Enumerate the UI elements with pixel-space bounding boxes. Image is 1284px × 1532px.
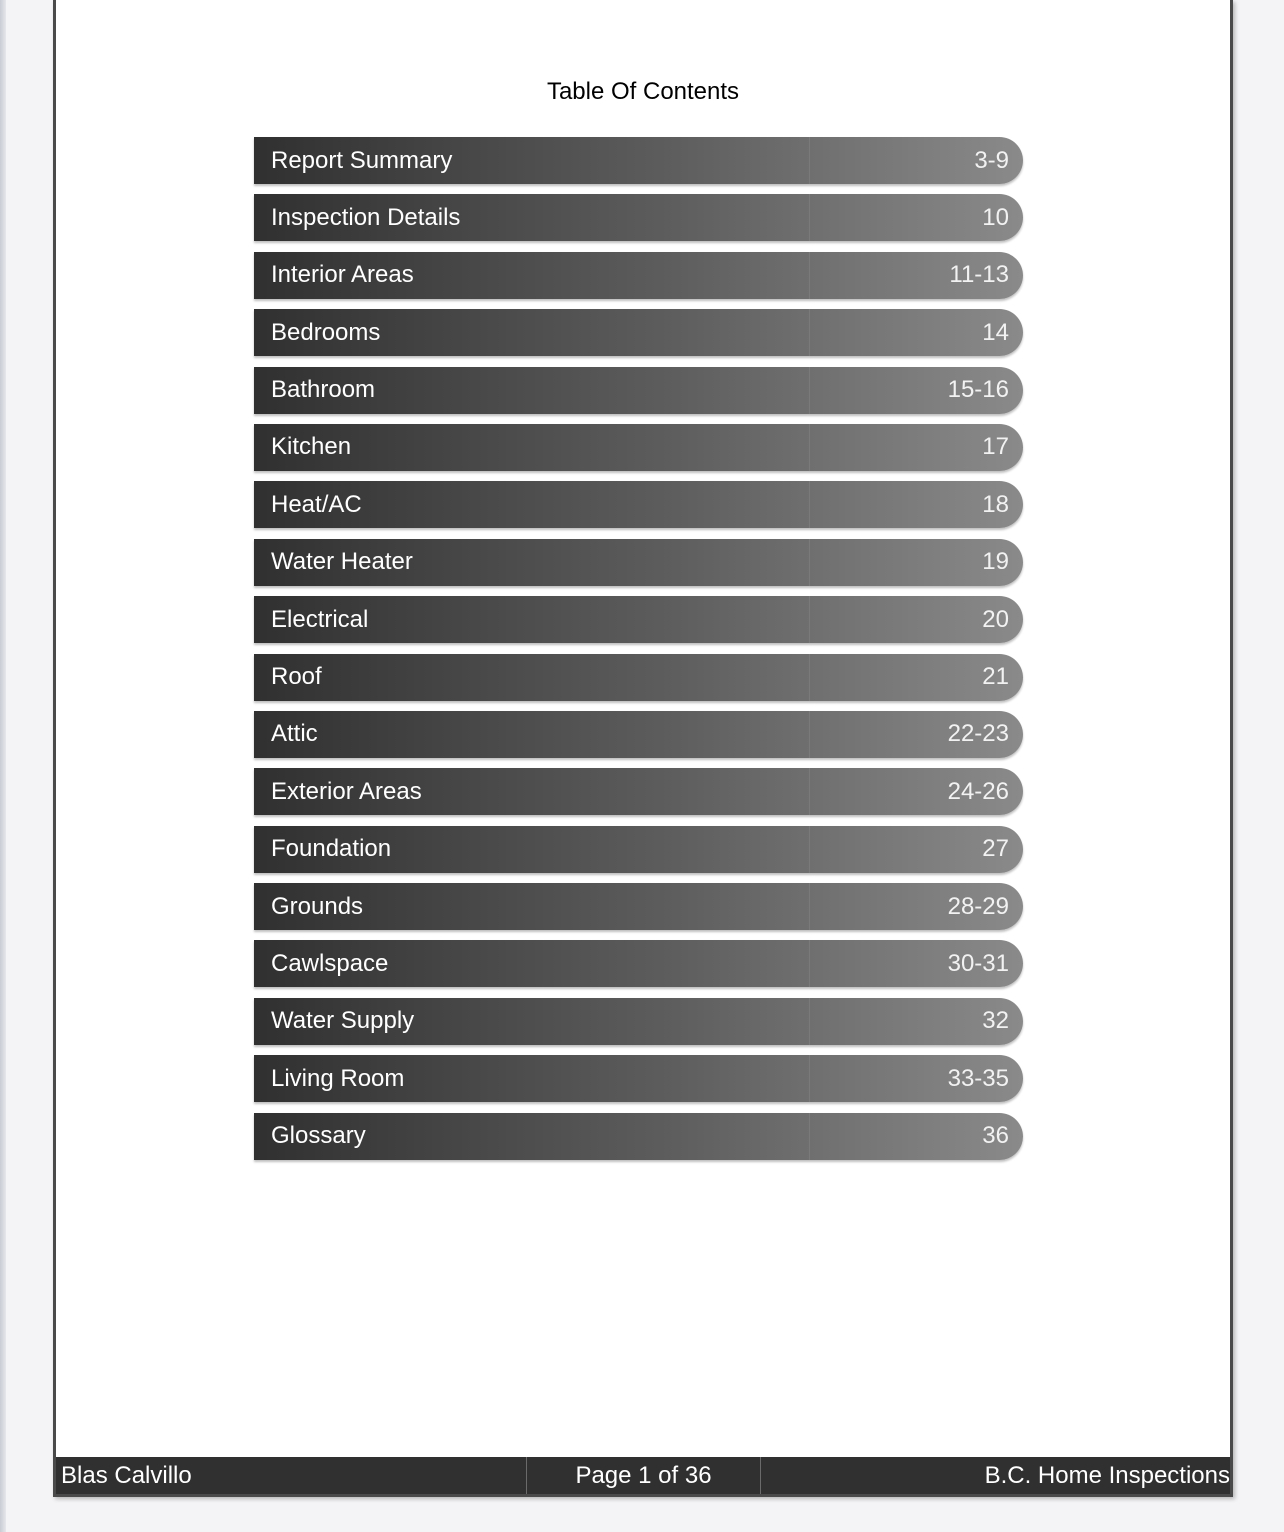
toc-entry-pages: 32 <box>982 1007 1009 1035</box>
toc-entry-label: Attic <box>271 720 318 748</box>
toc-entry-pages: 10 <box>982 203 1009 231</box>
toc-entry-label: Grounds <box>271 892 364 920</box>
toc-entry[interactable] <box>254 711 1023 758</box>
toc-entry-label: Bedrooms <box>271 318 381 346</box>
toc-entry[interactable] <box>254 826 1023 873</box>
footer-page-indicator: Page 1 of 36 <box>527 1457 761 1494</box>
toc-entry-label: Exterior Areas <box>271 777 422 805</box>
toc-entry-pages: 11-13 <box>949 261 1009 289</box>
toc-entry[interactable] <box>254 539 1023 586</box>
toc-title: Table Of Contents <box>546 78 740 105</box>
toc-entry-pages: 36 <box>982 1122 1009 1150</box>
toc-entry[interactable] <box>254 424 1023 471</box>
toc-entry-pages: 24-26 <box>947 777 1009 805</box>
toc-entry-label: Report Summary <box>271 146 453 174</box>
toc-entry[interactable] <box>254 194 1023 241</box>
toc-entry-label: Heat/AC <box>271 490 362 518</box>
page-footer <box>56 1457 1230 1494</box>
toc-entry-pages: 28-29 <box>947 892 1009 920</box>
toc-entry-pages: 15-16 <box>947 376 1009 404</box>
document-page <box>53 0 1233 1497</box>
viewer-left-edge <box>0 0 6 1532</box>
toc-entry[interactable] <box>254 309 1023 356</box>
toc-entry[interactable] <box>254 654 1023 701</box>
footer-company-name: B.C. Home Inspections <box>984 1461 1230 1489</box>
toc-entry[interactable] <box>254 137 1023 184</box>
toc-entry[interactable] <box>254 883 1023 930</box>
toc-entry-label: Foundation <box>271 835 392 863</box>
toc-entry[interactable] <box>254 768 1023 815</box>
toc-entry-pages: 21 <box>982 663 1009 691</box>
toc-entry-pages: 19 <box>982 548 1009 576</box>
toc-entry-pages: 18 <box>982 490 1009 518</box>
toc-entry-label: Kitchen <box>271 433 352 461</box>
toc-entry[interactable] <box>254 481 1023 528</box>
toc-entry-label: Living Room <box>271 1064 405 1092</box>
toc-entry-label: Glossary <box>271 1122 366 1150</box>
toc-entry[interactable] <box>254 998 1023 1045</box>
footer-inspector-name: Blas Calvillo <box>56 1457 527 1494</box>
toc-entry[interactable] <box>254 1113 1023 1160</box>
toc-entry-label: Interior Areas <box>271 261 414 289</box>
toc-entry[interactable] <box>254 940 1023 987</box>
toc-entry-label: Bathroom <box>271 376 376 404</box>
toc-entry-label: Water Heater <box>271 548 413 576</box>
toc-entry-label: Water Supply <box>271 1007 415 1035</box>
toc-entry-pages: 22-23 <box>947 720 1009 748</box>
toc-entry-label: Roof <box>271 663 322 691</box>
toc-entry[interactable] <box>254 367 1023 414</box>
toc-entry-pages: 3-9 <box>974 146 1009 174</box>
toc-entry-pages: 33-35 <box>947 1064 1009 1092</box>
toc-list <box>254 137 1023 1170</box>
toc-entry[interactable] <box>254 252 1023 299</box>
toc-entry-pages: 17 <box>982 433 1009 461</box>
toc-entry[interactable] <box>254 1055 1023 1102</box>
toc-entry-pages: 27 <box>982 835 1009 863</box>
toc-entry-pages: 14 <box>982 318 1009 346</box>
toc-entry-label: Inspection Details <box>271 203 461 231</box>
toc-entry-pages: 30-31 <box>947 949 1009 977</box>
toc-entry-label: Cawlspace <box>271 949 389 977</box>
toc-entry-label: Electrical <box>271 605 369 633</box>
toc-entry-pages: 20 <box>982 605 1009 633</box>
toc-entry[interactable] <box>254 596 1023 643</box>
